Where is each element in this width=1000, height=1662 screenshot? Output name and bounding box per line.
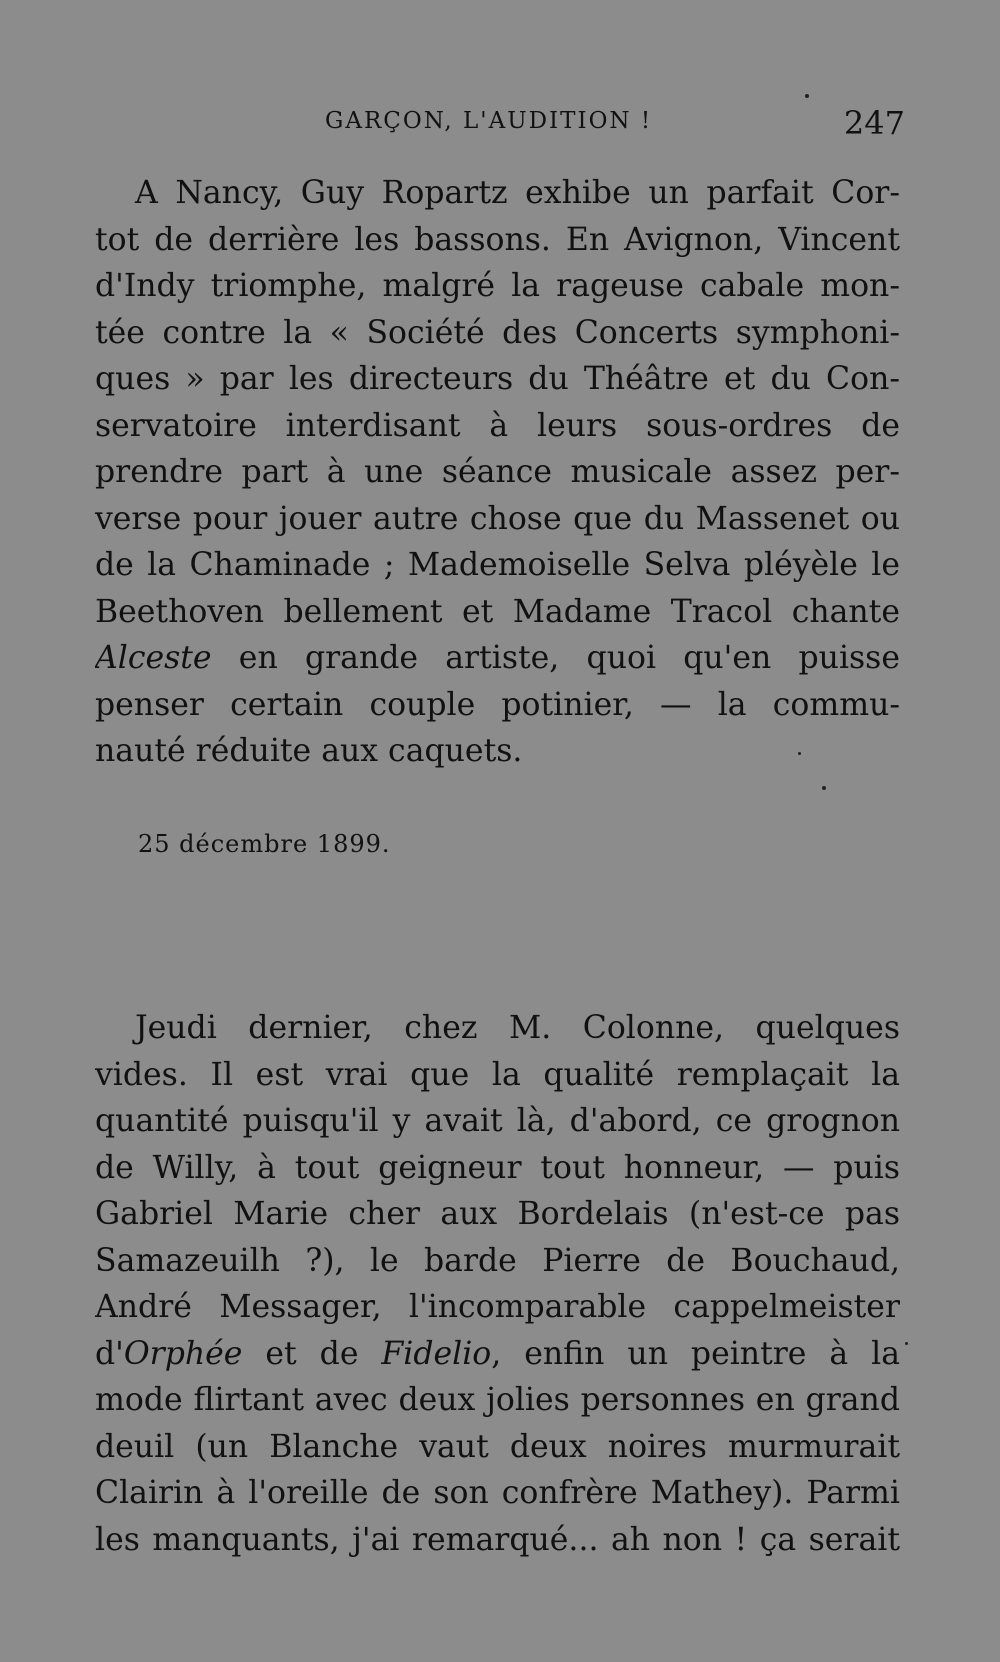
running-head: [95, 104, 905, 148]
text-line: nauté réduite aux caquets.: [95, 733, 523, 769]
print-speck: [905, 1342, 908, 1345]
text-line: d'Indy triomphe, malgré la rageuse cabale mon-: [95, 268, 900, 304]
text-line: André Messager, l'incomparable cappelmeister: [95, 1289, 900, 1325]
text-line: ques » par les directeurs du Théâtre et du Con-: [95, 361, 900, 397]
text-line: quantité puisqu'il y avait là, d'abord, ce grognon: [95, 1103, 900, 1139]
text-line: de Willy, à tout geigneur tout honneur, — puis: [95, 1149, 900, 1186]
text-line: Jeudi dernier, chez M. Colonne, quelques: [135, 1010, 900, 1046]
text-line: Clairin à l'oreille de son confrère Mathey). Parmi: [95, 1475, 900, 1511]
italic-title-orphee: Orphée: [123, 1335, 243, 1372]
text-line-with-italics: [95, 1331, 900, 1378]
text-line: de la Chaminade ; Mademoiselle Selva pléyèle le: [95, 547, 900, 583]
text-line: Gabriel Marie cher aux Bordelais (n'est-ce pas: [95, 1196, 900, 1232]
text-line: Samazeuilh ?), le barde Pierre de Bouchaud,: [95, 1242, 900, 1279]
page-number: 247: [843, 104, 905, 142]
paragraph-2: [95, 1005, 900, 1563]
italic-title-fidelio: Fidelio: [381, 1335, 492, 1372]
text-line: deuil (un Blanche vaut deux noires murmurait: [95, 1428, 900, 1465]
text-line: penser certain couple potinier, — la commu-: [95, 686, 900, 723]
text-line: les manquants, j'ai remarqué... ah non ! ça serait: [95, 1521, 900, 1558]
text-line: verse pour jouer autre chose que du Massenet ou: [95, 500, 900, 537]
text-segment: et de: [242, 1335, 382, 1372]
text-segment: en grande artiste, quoi qu'en puisse: [211, 640, 900, 676]
text-line: tée contre la « Société des Concerts symphoni-: [95, 314, 900, 351]
text-line: tot de derrière les bassons. En Avignon, Vincent: [95, 221, 900, 258]
dateline: 25 décembre 1899.: [138, 830, 391, 858]
print-speck: [798, 752, 801, 755]
text-line: Beethoven bellement et Madame Tracol chante: [95, 593, 900, 630]
text-line: vides. Il est vrai que la qualité remplaçait la: [95, 1056, 900, 1093]
text-line-with-italic: [95, 635, 900, 682]
text-segment: d': [95, 1335, 124, 1372]
text-segment: , enfin un peintre à la: [491, 1335, 900, 1372]
paragraph-1: [95, 170, 900, 775]
text-line: prendre part à une séance musicale assez per-: [95, 454, 900, 490]
text-line: servatoire interdisant à leurs sous-ordres de: [95, 407, 900, 444]
running-title: GARÇON, L'AUDITION !: [325, 108, 653, 134]
print-speck: [822, 786, 826, 790]
italic-title-alceste: Alceste: [95, 640, 212, 676]
text-line: A Nancy, Guy Ropartz exhibe un parfait Cor-: [135, 175, 900, 211]
print-speck: [805, 94, 809, 98]
text-line: mode flirtant avec deux jolies personnes en grand: [95, 1382, 900, 1418]
